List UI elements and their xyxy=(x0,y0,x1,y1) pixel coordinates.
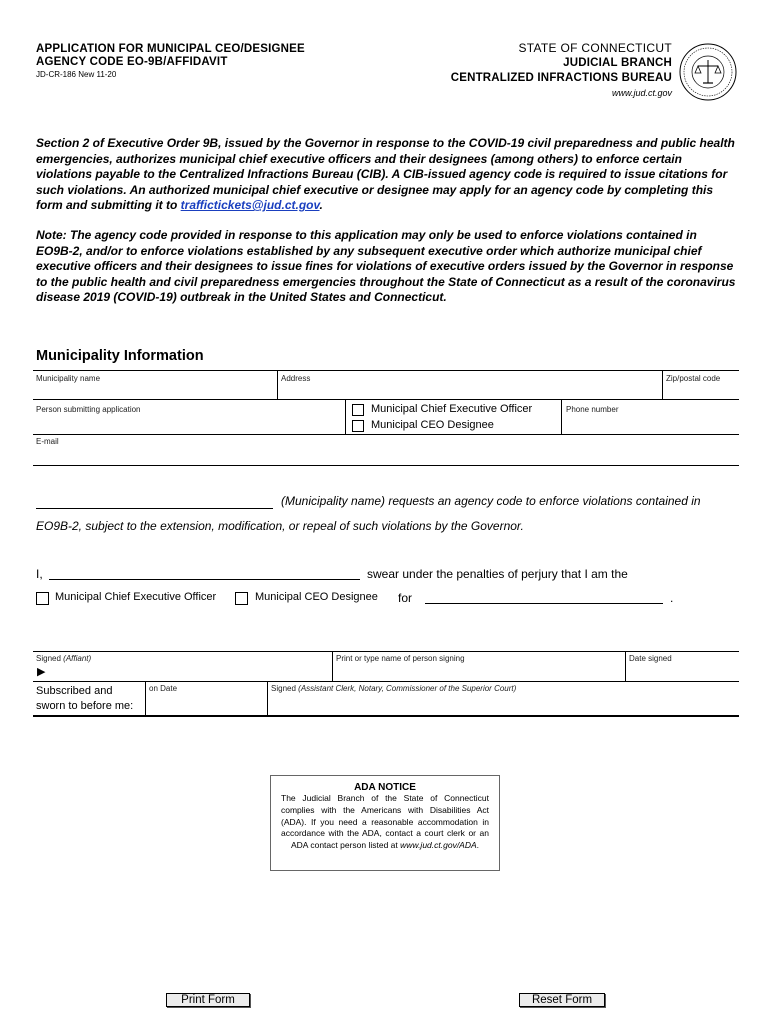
intro-end: . xyxy=(319,198,323,212)
date-signed-label: Date signed xyxy=(629,654,672,663)
clerk-signed-detail: (Assistant Clerk, Notary, Commissioner of the Superior Court) xyxy=(298,684,517,693)
municipality-name-blank[interactable] xyxy=(36,508,273,509)
signature-arrow-icon: ▶ xyxy=(37,666,46,678)
ada-title: ADA NOTICE xyxy=(354,782,416,793)
designee-checkbox-label: Municipal CEO Designee xyxy=(371,419,494,431)
form-number: JD-CR-186 New 11-20 xyxy=(36,70,117,79)
request-line1: (Municipality name) requests an agency code to enforce violations contained in xyxy=(281,494,701,508)
ceo-checkbox-label: Municipal Chief Executive Officer xyxy=(371,403,533,415)
ada-link: www.jud.ct.gov/ADA xyxy=(400,840,477,851)
signed-label xyxy=(36,654,91,663)
phone-label: Phone number xyxy=(566,405,619,414)
state-name: STATE OF CONNECTICUT xyxy=(518,41,672,55)
affiant-signature-field[interactable] xyxy=(52,665,328,679)
address-field[interactable] xyxy=(281,384,659,398)
ada-text xyxy=(281,793,489,852)
subscribed-text: Subscribed and sworn to before me: xyxy=(36,685,134,712)
designee-checkbox[interactable] xyxy=(352,420,364,432)
clerk-signature-field[interactable] xyxy=(271,696,735,710)
form-title-line2: AGENCY CODE EO-9B/AFFIDAVIT xyxy=(36,56,228,68)
cib-email-link[interactable]: traffictickets@jud.ct.gov xyxy=(180,198,320,212)
municipality-name-field[interactable] xyxy=(36,384,274,398)
person-field[interactable] xyxy=(36,416,341,430)
website: www.jud.ct.gov xyxy=(611,88,672,98)
email-field[interactable] xyxy=(36,448,736,462)
judicial-branch: JUDICIAL BRANCH xyxy=(563,57,672,69)
intro-text: Section 2 of Executive Order 9B, issued by the Governor in response to the COVID-19 civil preparedness and public health emergencies, authorizes municipal chief executive officers and their designees (among others) to enforce certain violations payable to the Centralized Infractions Bureau (CIB). A CIB-issued agency code is required to issue citations for such violations. An authorized municipal chief executive or designee may apply for an agency code by completing this form and submitting it to xyxy=(36,136,735,212)
oath-end-period: . xyxy=(670,591,674,605)
note-paragraph: Note: The agency code provided in response to this application may only be used to enforce violations contained in EO9B-2, and/or to enforce violations established by any subsequent executive order which authorize municipal chief executive officers and their designees to issue fines for violations of executive orders issued by the Governor in response to the public health and civil preparedness emergencies throughout the State of Connecticut as a result of the coronavirus disease 2019 (COVID-19) outbreak in the United States and Connecticut. xyxy=(36,228,736,304)
oath-for-text: for xyxy=(398,591,413,605)
print-form-button[interactable]: Print Form xyxy=(166,993,250,1007)
oath-swear-text: swear under the penalties of perjury that I am the xyxy=(367,567,628,581)
bureau-name: CENTRALIZED INFRACTIONS BUREAU xyxy=(450,72,672,84)
affiant-name-blank[interactable] xyxy=(49,579,360,580)
intro-paragraph xyxy=(36,136,736,214)
date-signed-field[interactable] xyxy=(629,665,736,679)
address-label: Address xyxy=(281,374,311,383)
affiant-label: (Affiant) xyxy=(63,654,92,663)
oath-designee-label: Municipal CEO Designee xyxy=(255,591,378,603)
zip-label: Zip/postal code xyxy=(666,374,721,383)
oath-prefix: I, xyxy=(36,567,43,581)
print-name-field[interactable] xyxy=(336,665,622,679)
ada-end: . xyxy=(476,840,480,851)
print-name-label: Print or type name of person signing xyxy=(336,654,465,663)
form-title-line1: APPLICATION FOR MUNICIPAL CEO/DESIGNEE xyxy=(36,43,305,55)
oath-designee-checkbox[interactable] xyxy=(235,592,248,605)
email-label: E-mail xyxy=(36,437,59,446)
ada-notice-box xyxy=(270,775,500,871)
signed-label-text: Signed xyxy=(36,654,61,663)
person-label: Person submitting application xyxy=(36,405,141,414)
zip-field[interactable] xyxy=(666,384,736,398)
reset-form-button[interactable]: Reset Form xyxy=(519,993,605,1007)
ceo-checkbox[interactable] xyxy=(352,404,364,416)
on-date-field[interactable] xyxy=(149,696,263,710)
clerk-signed-label-text: Signed xyxy=(271,684,296,693)
clerk-signed-label xyxy=(271,684,516,693)
oath-ceo-label: Municipal Chief Executive Officer xyxy=(55,591,217,603)
ada-body: The Judicial Branch of the State of Connecticut complies with the Americans with Disabilities Act (ADA). If you need a reasonable accommodation in accordance with the ADA, contact a court clerk or an ADA contact person listed at xyxy=(281,793,489,851)
on-date-label: on Date xyxy=(149,684,178,693)
oath-municipality-blank[interactable] xyxy=(425,603,663,604)
request-line2: EO9B-2, subject to the extension, modification, or repeal of such violations by the Governor. xyxy=(36,519,524,533)
section-heading: Municipality Information xyxy=(36,348,204,364)
phone-field[interactable] xyxy=(566,416,736,430)
connecticut-judicial-seal-icon xyxy=(678,42,738,102)
municipality-name-label: Municipality name xyxy=(36,374,101,383)
oath-ceo-checkbox[interactable] xyxy=(36,592,49,605)
